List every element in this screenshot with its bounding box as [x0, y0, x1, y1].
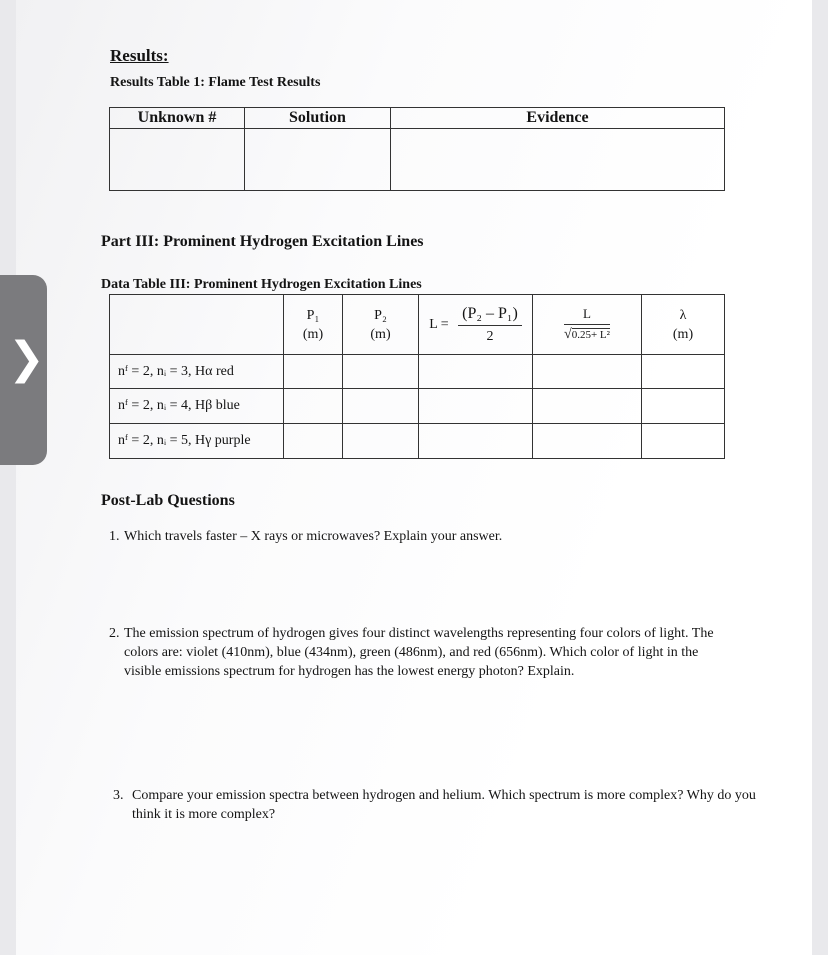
table-row — [110, 355, 725, 389]
row-label-h-gamma: nᶠ = 2, nᵢ = 5, Hγ purple — [110, 424, 284, 459]
cell-input[interactable] — [533, 389, 642, 424]
hydrogen-lines-table — [109, 294, 725, 459]
lambda-denominator: 0.25+ L² — [571, 329, 610, 341]
results-table-title: Results Table 1: Flame Test Results — [110, 75, 321, 90]
table-row — [110, 424, 725, 459]
l-numerator: (P₂ – P₁) — [458, 305, 522, 326]
table-cell-evidence[interactable] — [391, 129, 725, 191]
chevron-right-icon: ❯ — [8, 333, 45, 384]
flame-test-table — [109, 107, 725, 191]
table-cell-unknown[interactable] — [110, 129, 245, 191]
cell-input[interactable] — [642, 424, 725, 459]
table-header-unknown: Unknown # — [110, 108, 245, 129]
l-fraction — [458, 305, 522, 345]
cell-input[interactable] — [642, 389, 725, 424]
table-header-evidence: Evidence — [391, 108, 725, 129]
col-header-lambda-formula — [533, 295, 642, 355]
table-header-solution: Solution — [245, 108, 391, 129]
row-label-h-alpha: nᶠ = 2, nᵢ = 3, Hα red — [110, 355, 284, 389]
p2-unit: (m) — [370, 326, 391, 342]
table-cell-solution[interactable] — [245, 129, 391, 191]
lambda-denominator-wrap — [564, 325, 610, 343]
cell-input[interactable] — [642, 355, 725, 389]
sqrt-icon: √ — [564, 327, 572, 342]
row-label-h-beta: nᶠ = 2, nᵢ = 4, Hβ blue — [110, 389, 284, 424]
question-number: 1. — [109, 529, 120, 544]
lambda-label: λ — [679, 307, 687, 323]
cell-input[interactable] — [284, 389, 343, 424]
p1-unit: (m) — [302, 326, 324, 342]
part3-table-title: Data Table III: Prominent Hydrogen Excitation Lines — [101, 277, 422, 292]
question-number: 2. — [109, 626, 120, 641]
table-row — [110, 389, 725, 424]
document-page — [16, 0, 812, 955]
col-header-lambda — [642, 295, 725, 355]
p2-label: P₂ — [374, 307, 387, 323]
postlab-heading: Post-Lab Questions — [101, 492, 235, 509]
cell-input[interactable] — [419, 389, 533, 424]
lambda-numerator: L — [564, 306, 610, 325]
l-equals-label: L = — [429, 316, 449, 332]
cell-input[interactable] — [343, 424, 419, 459]
cell-input[interactable] — [419, 355, 533, 389]
cell-input[interactable] — [343, 389, 419, 424]
col-header-p2 — [343, 295, 419, 355]
question-text: The emission spectrum of hydrogen gives four distinct wavelengths representing four colors of light. The colors are: violet (410nm), blue (434nm), green (486nm), and red (656nm). Which color of light in the visible emissions spectrum for hydrogen has the lowest energy photon? Explain. — [124, 626, 714, 679]
results-heading: Results: — [110, 46, 169, 65]
question-number: 3. — [113, 788, 124, 803]
question-text: Compare your emission spectra between hydrogen and helium. Which spectrum is more complex? Why do you think it is more complex? — [132, 788, 756, 822]
cell-input[interactable] — [419, 424, 533, 459]
cell-input[interactable] — [284, 424, 343, 459]
cell-input[interactable] — [284, 355, 343, 389]
next-page-handle[interactable] — [0, 275, 47, 465]
cell-input[interactable] — [343, 355, 419, 389]
l-denominator: 2 — [486, 328, 494, 344]
part3-heading: Part III: Prominent Hydrogen Excitation Lines — [101, 233, 424, 250]
p1-label: P₁ — [306, 307, 320, 323]
col-header-l — [419, 295, 533, 355]
col-header-p1 — [284, 295, 343, 355]
lambda-unit: (m) — [672, 326, 694, 342]
lambda-fraction — [564, 306, 610, 343]
table-corner-cell — [110, 295, 284, 355]
question-text: Which travels faster – X rays or microwaves? Explain your answer. — [124, 529, 503, 544]
cell-input[interactable] — [533, 355, 642, 389]
cell-input[interactable] — [533, 424, 642, 459]
